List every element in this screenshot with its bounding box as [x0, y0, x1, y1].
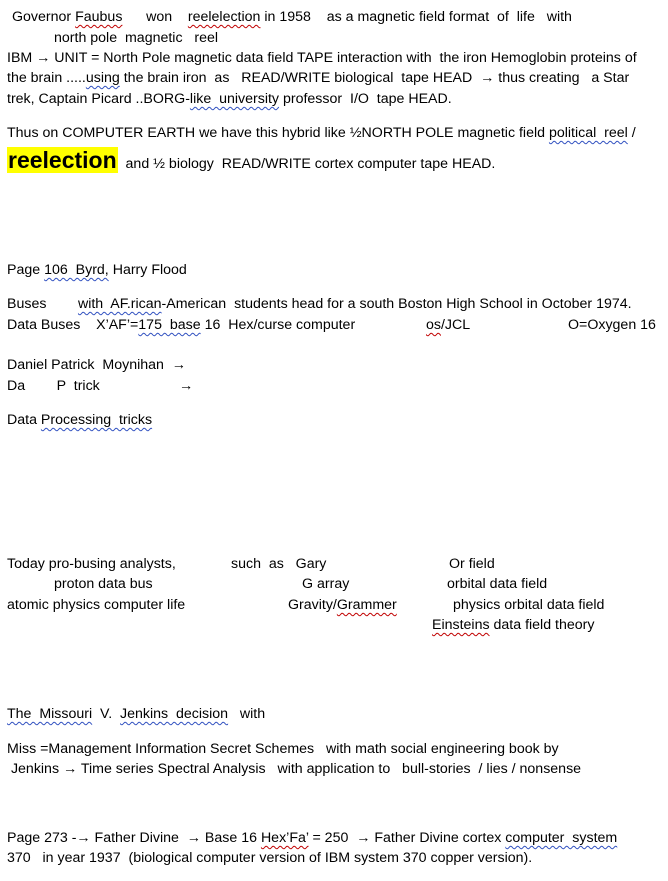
grammar-flagged-word: 175 base [138, 317, 201, 333]
text-line-18 [7, 705, 265, 723]
text-line-20: Jenkins → Time series Spectral Analysis with application to bull-stories / lies / nonsense [7, 761, 582, 777]
text-line-17 [432, 616, 594, 634]
text-span: V. [92, 706, 121, 722]
grammar-flagged-word: using [85, 70, 120, 86]
text-line-3: IBM → UNIT = North Pole magnetic data field TAPE interaction with the iron Hemoglobin proteins of [7, 50, 637, 66]
text-span: won [122, 9, 188, 25]
text-span: 16 Hex/curse computer [200, 317, 356, 333]
grammar-flagged-word: like university [189, 91, 280, 107]
text-span: / [627, 125, 636, 141]
text-line-10 [7, 316, 355, 334]
text-line-15c: orbital data field [447, 576, 548, 592]
text-line-1 [12, 8, 572, 26]
text-line-7 [7, 147, 495, 177]
text-span: trek, Captain Picard ..BORG- [7, 91, 190, 107]
misspelled-word: Grammer [336, 597, 397, 613]
text-span: Data [7, 412, 41, 428]
text-line-2: north pole magnetic reel [54, 30, 219, 46]
text-span: Thus on COMPUTER EARTH we have this hybrid like ½NORTH POLE magnetic field [7, 125, 549, 141]
text-span: -American students head for a south Boston High School in October 1974. [161, 296, 632, 312]
text-span: data field theory [489, 617, 595, 633]
text-line-10c: O=Oxygen 16 [568, 317, 656, 333]
text-span: and ½ biology READ/WRITE cortex computer tape HEAD. [117, 156, 496, 172]
grammar-flagged-word: 106 Byrd, [44, 262, 109, 278]
text-span: the brain ..... [7, 70, 86, 86]
misspelled-word: Faubus [75, 9, 123, 25]
text-line-6 [7, 124, 636, 142]
text-line-16: atomic physics computer life [7, 597, 186, 613]
text-line-11: Daniel Patrick Moynihan → [7, 357, 186, 373]
text-line-5 [7, 90, 452, 108]
grammar-flagged-word: computer system [505, 830, 618, 846]
arrow-icon: → [179, 378, 194, 394]
misspelled-word: os [426, 317, 441, 333]
misspelled-word: reelelection [187, 9, 261, 25]
text-span: with [228, 706, 266, 722]
text-span: Harry Flood [108, 262, 187, 278]
text-span: Gravity/ [288, 597, 337, 613]
grammar-flagged-word: with AF.rican [77, 296, 162, 312]
text-line-15: proton data bus [54, 576, 153, 592]
text-line-10b [426, 316, 470, 334]
text-span: Buses [7, 296, 78, 312]
grammar-flagged-word: Jenkins decision [120, 706, 229, 722]
text-line-19: Miss =Management Information Secret Schemes with math social engineering book by [7, 741, 559, 757]
text-line-8 [7, 261, 187, 279]
text-line-14c: Or field [449, 556, 495, 572]
text-line-16b [288, 596, 397, 614]
text-span: = 250 → Father Divine cortex [308, 830, 506, 846]
text-span: Data Buses X’AF’= [7, 317, 139, 333]
misspelled-word: Einsteins [432, 617, 490, 633]
grammar-flagged-word: political reel [548, 125, 628, 141]
grammar-flagged-word: Processing tricks [40, 412, 153, 428]
text-span: professor I/O tape HEAD. [279, 91, 452, 107]
text-line-22: 370 in year 1937 (biological computer version of IBM system 370 copper version). [7, 850, 533, 866]
text-line-15b: G array [302, 576, 350, 592]
text-line-13 [7, 411, 152, 429]
text-line-16c: physics orbital data field [453, 597, 605, 613]
highlighted-word: reelection [8, 147, 117, 173]
grammar-flagged-word: The Missouri [7, 706, 93, 722]
text-line-21 [7, 829, 617, 847]
text-line-14: Today pro-busing analysts, [7, 556, 176, 572]
misspelled-word: Hex’Fa’ [260, 830, 309, 846]
text-span: /JCL [440, 317, 471, 333]
text-line-14b: such as Gary [231, 556, 327, 572]
text-line-4 [7, 69, 629, 87]
text-span: in 1958 as a magnetic field format of life with [260, 9, 572, 25]
text-span: Governor [12, 9, 76, 25]
text-line-9 [7, 295, 632, 313]
text-line-12: Da P trick [7, 378, 100, 394]
text-span: Page [7, 262, 45, 278]
text-span: Page 273 -→ Father Divine → Base 16 [7, 830, 261, 846]
text-span: the brain iron as READ/WRITE biological tape HEAD → thus creating a Star [119, 70, 630, 86]
